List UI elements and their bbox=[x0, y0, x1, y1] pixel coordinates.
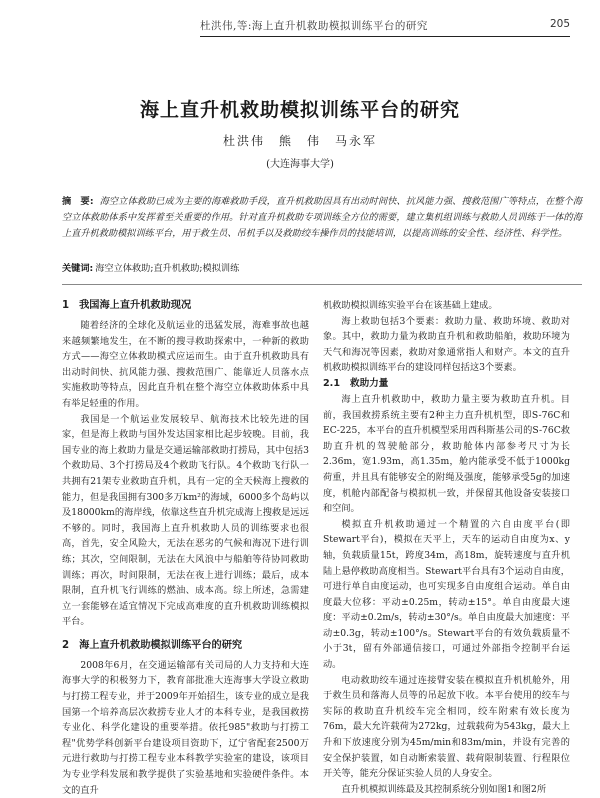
running-header bbox=[200, 18, 570, 36]
paragraph: 直升机模拟训练最及其控制系统分别如图1和图2所 bbox=[341, 783, 547, 795]
left-column bbox=[62, 298, 309, 798]
paragraph: 海上直升机救助中，救助力量主要为救助直升机。目前，我国救捞系统主要有2种主力直升机机型，即S-76C和EC-225，本平台的直升机模型采用西科斯基公司的S-76C救助直升机的驾驶舱部分，救助舱体内部参考尺寸为长2.36m，宽1.93m，高1.35m，舱内能承受不低于1000kg荷重，并且具有能够安全的附绳及强度，能够承受5g的加速度，机舱内部配备与模拟机一致，并保留其他设备安装接口和空间。 bbox=[323, 393, 570, 515]
keywords bbox=[62, 262, 582, 276]
paragraph: 电动救助绞车通过连接臂安装在模拟直升机机舱外，用于救生员和落海人员等的吊起放下收。本平台使用的绞车与实际的救助直升机绞车完全相同，绞车附索有效长度为76m，最大允许载荷为272kg，过载载荷为543kg，最大上升和下放速度分别为45m/min和83m/min，并设有完善的安全保护装置，如自动断索装置、载荷限制装置、行程限位开关等，能充分保证实验人员的人身安全。 bbox=[323, 674, 570, 780]
section-2-title: 海上直升机救助模拟训练平台的研究 bbox=[79, 639, 243, 651]
section-1-title: 我国海上直升机救助现况 bbox=[79, 300, 192, 311]
paragraph: 机救助模拟训练实验平台在该基础上建成。 bbox=[323, 300, 498, 311]
paragraph: 我国是一个航运业发展较早、航海技术比较先进的国家，但是海上救助与国外发达国家相比起步较晚。目前，我国专业的海上救助力量是交通运输部救助打捞局，其中包括3个救助局、3个打捞局及4个救助飞行队。4个救助飞行队一共拥有21架专业救助直升机，具有一定的全天候海上搜救的能力，但是我国拥有300多万km²的海域，6000多个岛屿以及18000km的海岸线，依靠这些直升机完成海上搜救是远远不够的。同时，我国海上直升机救助人员的训练要求也很高，首先，安全风险大，无法在恶劣的气候和海况下进行训练；其次，空间限制，无法在大风浪中与船舶等待协同救助训练；再次，时间限制，无法在夜上进行训练；最后，成本限制，直升机飞行训练的燃油、成本高。综上所述，急需建立一套能够在适宜情况下完成高难度的直升机救助训练模拟平台。 bbox=[62, 413, 309, 628]
header-rule bbox=[200, 36, 570, 37]
paragraph: 随着经济的全球化及航运业的迅猛发展，海难事故也越来越频繁地发生，在不断的搜寻救助探索中，一种新的救助方式——海空立体救助模式应运而生。由于直升机救助具有出动时间快、抗风能力强、搜救范围广、能靠近人员落水点实施救助等特点，因此直升机在整个海空立体救助体系中具有举足轻重的作用。 bbox=[62, 320, 309, 409]
section-2-heading bbox=[62, 638, 309, 654]
section-2-1-title: 救助力量 bbox=[350, 377, 389, 389]
keywords-text: 海空立体救助;直升机救助;模拟训练 bbox=[95, 263, 240, 274]
paragraph: 2008年6月，在交通运输部有关司局的人力支持和大连海事大学的积极努力下，教育部批准大连海事大学设立救助与打捞工程专业，并于2009年开始招生，该专业的成立是我国第一个培养高层次救捞专业人才的本科专业，是我国救捞专业化、科学化建设的重要举措。依托985"救助与打捞工程"优势学科创新平台建设项目资助下，辽宁省配套2500万元进行救助与打捞工程专业本科教学实验室的建设，该项目为专业学科发展和教学提供了实验基地和实验硬件条件。本文的直升 bbox=[62, 659, 309, 796]
paper-title: 海上直升机救助模拟训练平台的研究 bbox=[139, 99, 460, 121]
paragraph: 海上救助包括3个要素：救助力量、救助环境、救助对象。其中，救助力量为救助直升机和救助船舶，救助环境为天气和海况等因素，救助对象通常指人和财产。本文的直升机救助模拟训练平台的建设同样包括这3个要素。 bbox=[323, 315, 570, 374]
page-number: 205 bbox=[549, 18, 570, 30]
right-column bbox=[323, 298, 570, 797]
keywords-label: 关键词: bbox=[62, 263, 94, 274]
abstract-label: 摘 要: bbox=[62, 196, 94, 207]
abstract bbox=[62, 194, 582, 242]
abstract-divider bbox=[62, 284, 582, 285]
section-1-heading bbox=[62, 298, 309, 314]
section-2-1-heading bbox=[323, 376, 570, 392]
abstract-text: 海空立体救助已成为主要的海难救助手段，直升机救助因具有出动时间快、抗风能力强、搜救范围广等特点，在整个海空立体救助体系中发挥着至关重要的作用。针对直升机救助专项训练全方位的需要，建立集机组训练与救助人员训练于一体的海上直升机救助模拟训练平台，用于救生员、吊机手以及救助绞车操作员的技能培训，以提高训练的安全性、经济性、科学性。 bbox=[62, 196, 582, 239]
section-1-number: 1 bbox=[62, 300, 70, 311]
paragraph: 模拟直升机救助通过一个精置的六自由度平台(即Stewart平台)，模拟在天平上，天车的运动自由度为x、y轴，负载质量15t，跨度34m，高18m，旋转速度与直升机陆上悬停救助高度相当。Stewart平台具有3个运动自由度，可进行单自由度运动，也可实现多自由度组合运动。单自由度最大位移：平动±0.25m，转动±15°。单自由度最大速度：平动±0.2m/s，转动±30°/s。单自由度最大加速度：平动±0.3g，转动±100°/s。Stewart平台的有效负载质量不小于3t，留有外部通信接口，可通过外部指令控制平台运动。 bbox=[323, 518, 570, 671]
running-title: 杜洪伟,等:海上直升机救助模拟训练平台的研究 bbox=[200, 20, 428, 32]
authors: 杜洪伟 熊 伟 马永军 bbox=[222, 134, 377, 148]
section-2-1-number: 2.1 bbox=[323, 377, 340, 389]
section-2-number: 2 bbox=[62, 639, 70, 651]
affiliation: (大连海事大学) bbox=[266, 159, 334, 170]
